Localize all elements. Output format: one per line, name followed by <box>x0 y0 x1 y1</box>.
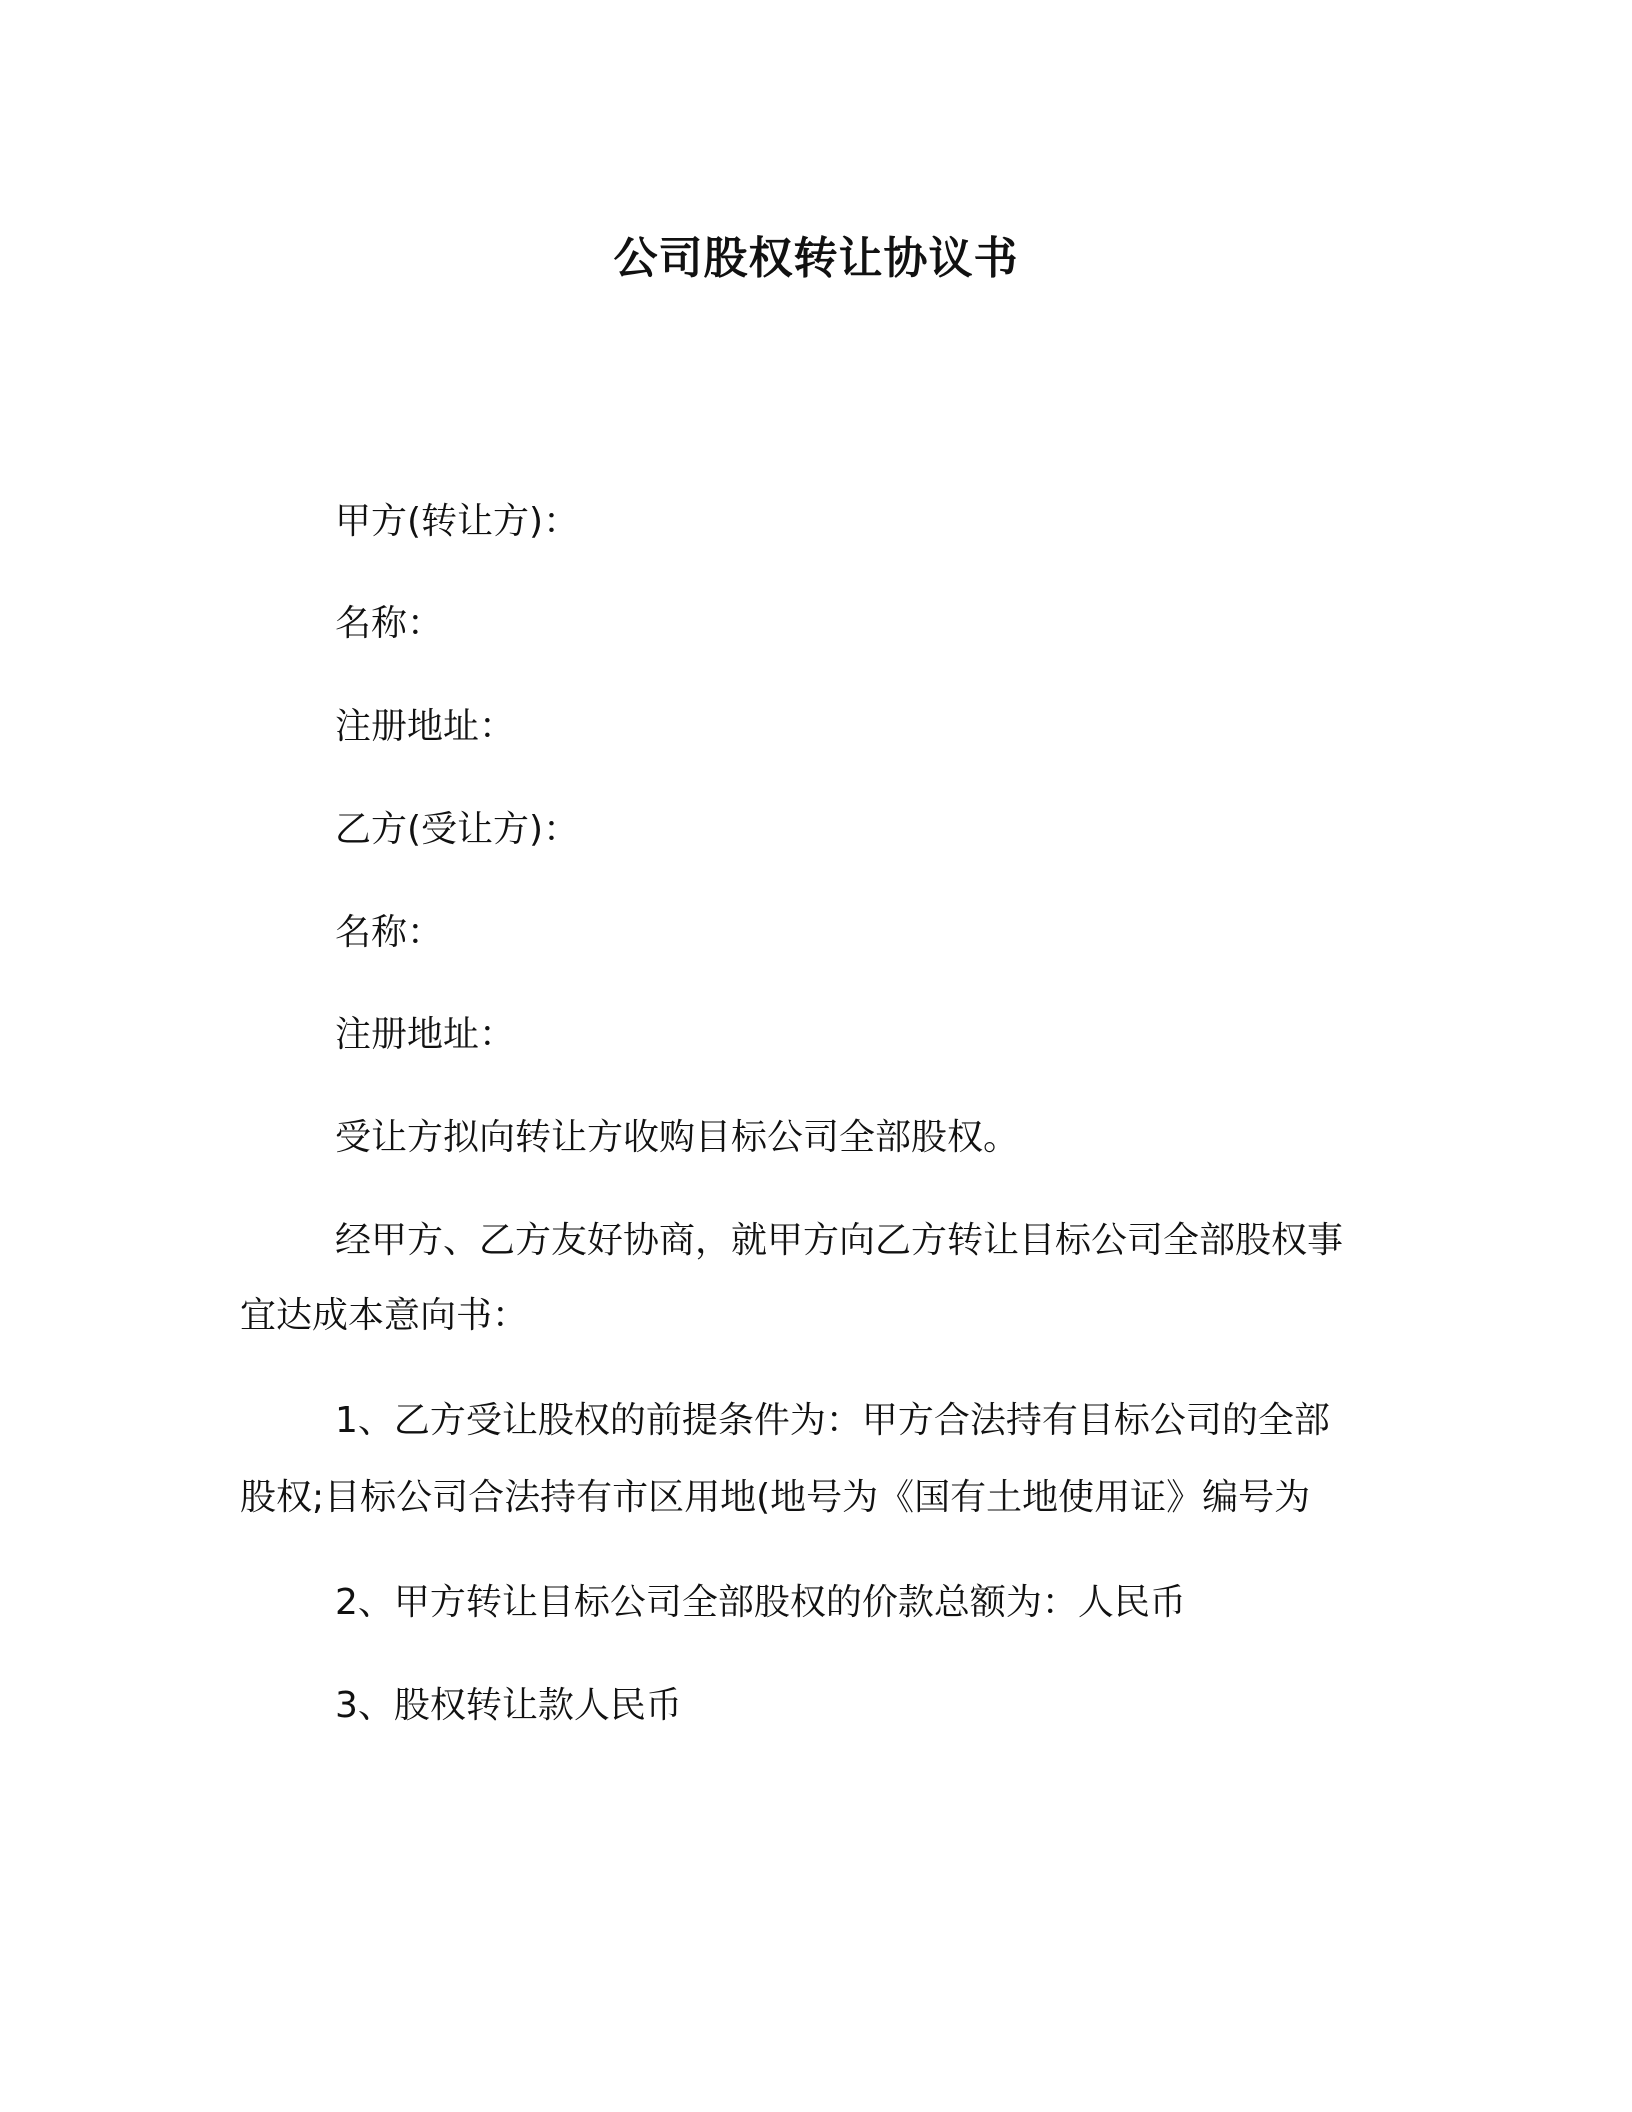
preamble-line-1: 经甲方、乙方友好协商，就甲方向乙方转让目标公司全部股权事 <box>335 1220 1344 1261</box>
clause-3: 3、股权转让款人民币 <box>335 1685 682 1726</box>
clause-1-line-1: 1、乙方受让股权的前提条件为：甲方合法持有目标公司的全部 <box>335 1400 1330 1441</box>
clause-1-line-2: 股权;目标公司合法持有市区用地(地号为《国有土地使用证》编号为 <box>240 1477 1311 1518</box>
document-title: 公司股权转让协议书 <box>613 233 1019 284</box>
party-a-address-label: 注册地址： <box>335 706 516 747</box>
clause-2: 2、甲方转让目标公司全部股权的价款总额为：人民币 <box>335 1582 1186 1623</box>
party-a-heading: 甲方(转让方)： <box>335 501 580 542</box>
party-b-name-label: 名称： <box>335 912 444 953</box>
party-b-heading: 乙方(受让方)： <box>335 809 580 850</box>
intro-paragraph: 受让方拟向转让方收购目标公司全部股权。 <box>335 1117 1020 1158</box>
party-a-name-label: 名称： <box>335 603 444 644</box>
party-b-address-label: 注册地址： <box>335 1014 516 1055</box>
preamble-line-2: 宜达成本意向书： <box>240 1295 529 1336</box>
